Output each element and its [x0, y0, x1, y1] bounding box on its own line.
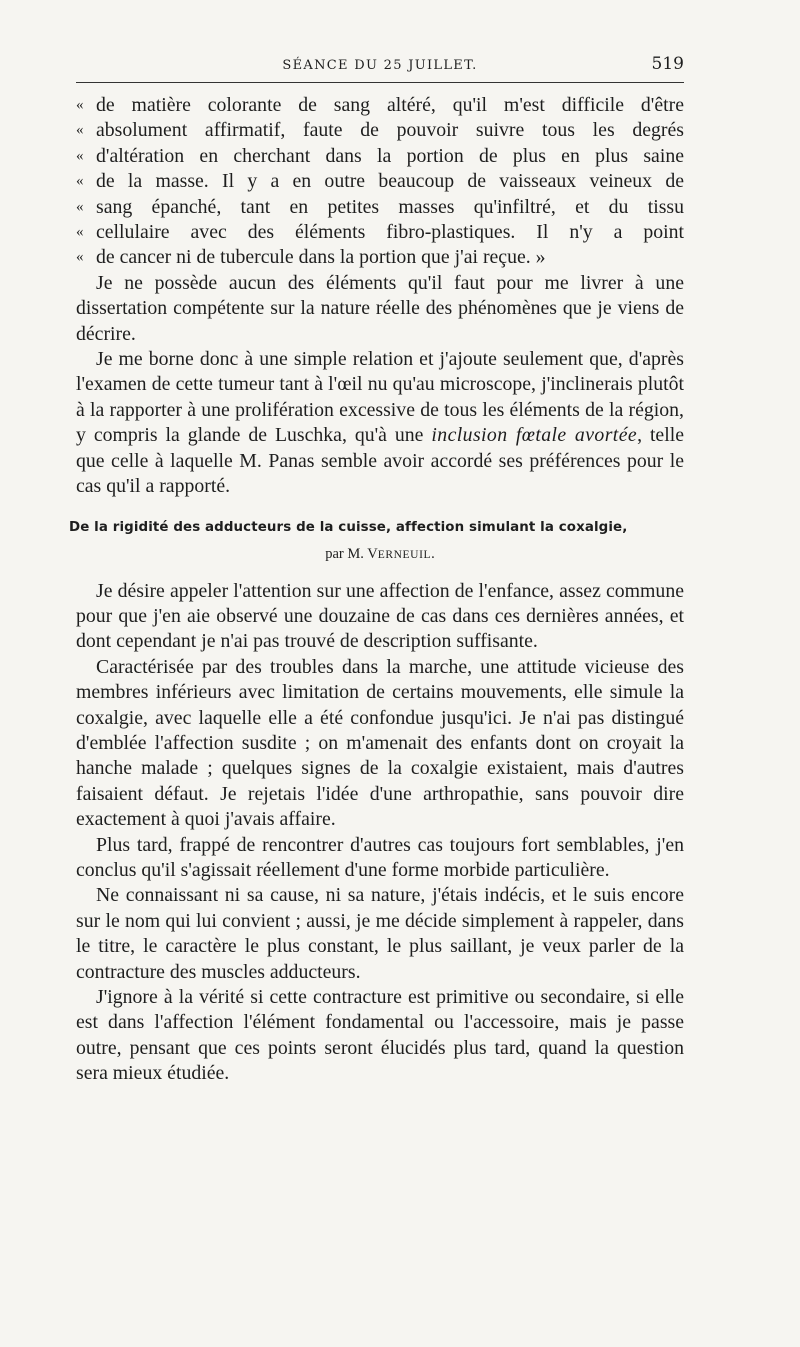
paragraph: Caractérisée par des troubles dans la marche, une attitude vicieuse des membres inférieurs avec limitation de certains mouvements, elle simule la coxalgie, avec laquelle elle a été confondue jusqu'ici. Je n'ai pas distingué d'emblée l'affection susdite ; on m'amenait des enfants dont on croyait la hanche malade ; quelques signes de la coxalgie existaient, mais d'autres faisaient défaut. Je rejetais l'idée d'une arthropathie, sans pouvoir dire exactement à quoi j'avais affaire. — [76, 655, 684, 831]
paragraph: Je me borne donc à une simple relation et j'ajoute seulement que, d'après l'examen de cette tumeur tant à l'œil nu qu'au microscope, j'inclinerais plutôt à la rapporter à une prolifération excessive de tous les éléments de la région, y compris la glande de Luschka, qu'à une inclusion fœtale avortée, telle que celle à laquelle M. Panas semble avoir accordé ses préférences pour le cas qu'il a rapporté. — [76, 348, 684, 498]
book-page — [69, 52, 684, 1087]
quote-mark: « — [76, 122, 84, 139]
quote-line: « cellulaire avec des éléments fibro-plastiques. Il n'y a point — [76, 220, 684, 245]
quoted-report — [76, 93, 684, 271]
italic-phrase: inclusion fœtale avortée — [431, 424, 638, 447]
quote-mark: « — [76, 224, 84, 241]
running-header — [76, 52, 684, 82]
quote-line: « d'altération en cherchant dans la portion de plus en plus saine — [76, 144, 684, 169]
paragraph: Je ne possède aucun des éléments qu'il faut pour me livrer à une dissertation compétente sur la nature réelle des phénomènes que je viens de décrire. — [76, 271, 684, 345]
paragraph: J'ignore à la vérité si cette contracture est primitive ou secondaire, si elle est dans l'affection l'élément fondamental ou l'accessoire, mais je passe outre, pensant que ces points seront élucidés plus tard, quand la question sera mieux étudiée. — [76, 986, 684, 1085]
paragraph: Ne connaissant ni sa cause, ni sa nature, j'étais indécis, et le suis encore sur le nom qui lui convient ; aussi, je me décide simplement à rappeler, dans le titre, le caractère le plus constant, le plus saillant, je veux parler de la contracture des muscles adducteurs. — [76, 884, 684, 983]
header-rule — [76, 82, 684, 83]
quote-line: « de cancer ni de tubercule dans la portion que j'ai reçue. » — [76, 245, 684, 270]
quote-mark: « — [76, 173, 84, 190]
article-title: De la rigidité des adducteurs de la cuisse, affection simulant la coxalgie, — [69, 519, 628, 535]
paragraph: Plus tard, frappé de rencontrer d'autres cas toujours fort semblables, j'en conclus qu'il s'agissait réellement d'une forme morbide particulière. — [76, 833, 684, 881]
quote-line: « sang épanché, tant en petites masses qu'infiltré, et du tissu — [76, 195, 684, 220]
quote-mark: « — [76, 97, 84, 113]
quote-mark: « — [76, 198, 84, 215]
quote-mark: « — [76, 147, 84, 164]
paragraph: Je désire appeler l'attention sur une affection de l'enfance, assez commune pour que j'en aie observé une douzaine de cas dans ces dernières années, et dont cependant je n'ai pas trouvé de description suffisante. — [76, 579, 684, 653]
page-number: 519 — [651, 54, 684, 74]
running-title: SÉANCE DU 25 JUILLET. — [282, 58, 478, 73]
quote-line: « absolument affirmatif, faute de pouvoir suivre tous les degrés — [76, 118, 684, 143]
quote-line: « de la masse. Il y a en outre beaucoup de vaisseaux veineux de — [76, 169, 684, 194]
quote-line: « de matière colorante de sang altéré, qu'il m'est difficile d'être — [76, 93, 684, 118]
quote-mark: « — [76, 249, 84, 266]
article-author: par M. VERNEUIL. — [325, 545, 435, 562]
